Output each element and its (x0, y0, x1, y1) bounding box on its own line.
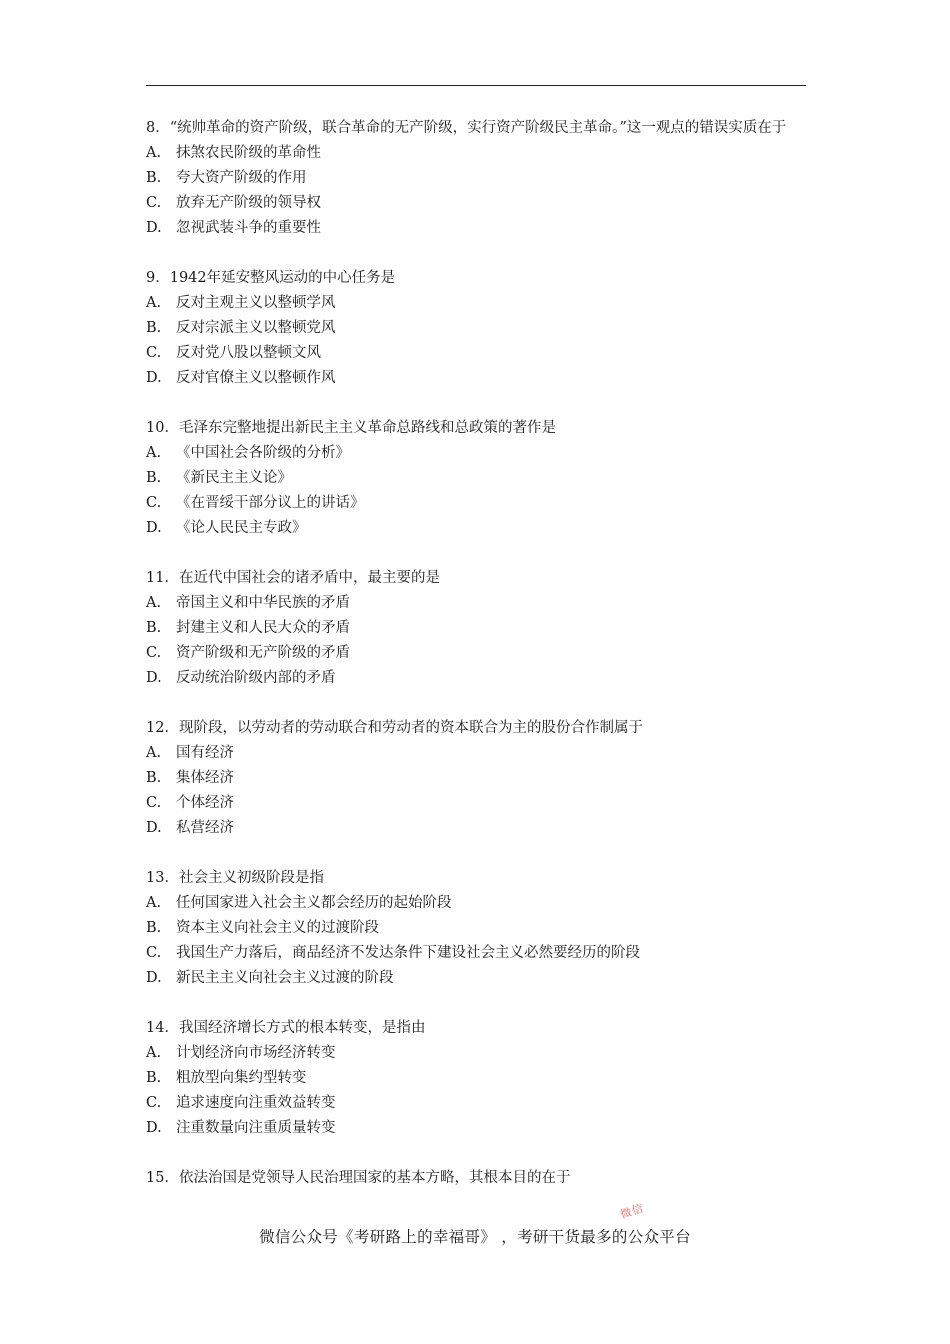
option-row (146, 1041, 810, 1066)
option-letter: B. (146, 620, 162, 636)
option-text: 忽视武装斗争的重要性 (176, 220, 321, 236)
option-text: 个体经济 (176, 795, 234, 811)
header-rule (146, 85, 806, 86)
question-block (146, 416, 810, 541)
option-text: 《论人民民主专政》 (176, 520, 307, 536)
option-letter: C. (146, 645, 162, 661)
option-letter: B. (146, 320, 162, 336)
option-text: 反对官僚主义以整顿作风 (176, 370, 336, 386)
question-block (146, 716, 810, 841)
option-letter: D. (146, 220, 162, 236)
option-text: 注重数量向注重质量转变 (176, 1120, 336, 1136)
option-row (146, 491, 810, 516)
question-block (146, 1016, 810, 1141)
option-letter: C. (146, 795, 162, 811)
option-text: 反对主观主义以整顿学风 (176, 295, 336, 311)
question-stem: 14．我国经济增长方式的根本转变，是指由 (146, 1020, 426, 1036)
option-text: 帝国主义和中华民族的矛盾 (176, 595, 350, 611)
option-row (146, 366, 810, 391)
option-row (146, 341, 810, 366)
option-row (146, 166, 810, 191)
question-stem: 10．毛泽东完整地提出新民主主义革命总路线和总政策的著作是 (146, 420, 556, 436)
option-row (146, 941, 810, 966)
option-row (146, 316, 810, 341)
question-stem: 11．在近代中国社会的诸矛盾中，最主要的是 (146, 570, 440, 586)
option-letter: C. (146, 195, 162, 211)
option-letter: A. (146, 145, 162, 161)
option-letter: A. (146, 745, 162, 761)
option-letter: A. (146, 895, 162, 911)
option-row (146, 591, 810, 616)
question-block (146, 566, 810, 691)
option-letter: C. (146, 945, 162, 961)
option-text: 放弃无产阶级的领导权 (176, 195, 321, 211)
option-text: 反动统治阶级内部的矛盾 (176, 670, 336, 686)
option-text: 夸大资产阶级的作用 (176, 170, 307, 186)
option-letter: B. (146, 1070, 162, 1086)
option-letter: D. (146, 520, 162, 536)
option-row (146, 466, 810, 491)
option-row (146, 191, 810, 216)
option-text: 我国生产力落后，商品经济不发达条件下建设社会主义必然要经历的阶段 (176, 945, 640, 961)
option-text: 任何国家进入社会主义都会经历的起始阶段 (176, 895, 452, 911)
question-list (146, 116, 810, 1216)
option-row (146, 816, 810, 841)
question-block (146, 1166, 810, 1191)
option-text: 计划经济向市场经济转变 (176, 1045, 336, 1061)
question-block (146, 266, 810, 391)
option-letter: C. (146, 1095, 162, 1111)
option-text: 《新民主主义论》 (176, 470, 292, 486)
option-row (146, 766, 810, 791)
question-stem: 15．依法治国是党领导人民治理国家的基本方略，其根本目的在于 (146, 1170, 571, 1186)
option-text: 《在晋绥干部分议上的讲话》 (176, 495, 365, 511)
option-letter: B. (146, 470, 162, 486)
option-letter: C. (146, 345, 162, 361)
option-row (146, 741, 810, 766)
option-text: 《中国社会各阶级的分析》 (176, 445, 350, 461)
option-text: 抹煞农民阶级的革命性 (176, 145, 321, 161)
option-letter: C. (146, 495, 162, 511)
option-row (146, 616, 810, 641)
option-row (146, 666, 810, 691)
option-letter: A. (146, 1045, 162, 1061)
option-text: 追求速度向注重效益转变 (176, 1095, 336, 1111)
question-stem: 12．现阶段，以劳动者的劳动联合和劳动者的资本联合为主的股份合作制属于 (146, 720, 643, 736)
question-stem: 8．“统帅革命的资产阶级，联合革命的无产阶级，实行资产阶级民主革命。”这一观点的错误实质在于 (146, 120, 787, 136)
option-row (146, 966, 810, 991)
option-letter: A. (146, 445, 162, 461)
question-stem: 9．1942年延安整风运动的中心任务是 (146, 270, 396, 286)
option-letter: A. (146, 595, 162, 611)
footer-text: 微信公众号《考研路上的幸福哥》 ，考研干货最多的公众平台 (259, 1228, 691, 1246)
option-text: 资本主义向社会主义的过渡阶段 (176, 920, 379, 936)
option-text: 资产阶级和无产阶级的矛盾 (176, 645, 350, 661)
option-row (146, 141, 810, 166)
option-text: 反对党八股以整顿文风 (176, 345, 321, 361)
option-text: 新民主主义向社会主义过渡的阶段 (176, 970, 394, 986)
option-letter: A. (146, 295, 162, 311)
question-block (146, 116, 810, 241)
question-block (146, 866, 810, 991)
option-letter: B. (146, 920, 162, 936)
option-row (146, 516, 810, 541)
watermark-stamp: 微信 (618, 1201, 646, 1222)
option-letter: B. (146, 770, 162, 786)
question-stem: 13．社会主义初级阶段是指 (146, 870, 324, 886)
option-row (146, 791, 810, 816)
option-row (146, 916, 810, 941)
option-letter: D. (146, 970, 162, 986)
option-row (146, 1091, 810, 1116)
option-text: 国有经济 (176, 745, 234, 761)
option-letter: B. (146, 170, 162, 186)
option-row (146, 216, 810, 241)
option-text: 封建主义和人民大众的矛盾 (176, 620, 350, 636)
option-row (146, 291, 810, 316)
option-row (146, 441, 810, 466)
option-letter: D. (146, 820, 162, 836)
option-row (146, 641, 810, 666)
option-text: 集体经济 (176, 770, 234, 786)
option-text: 粗放型向集约型转变 (176, 1070, 307, 1086)
option-row (146, 891, 810, 916)
option-row (146, 1066, 810, 1091)
option-letter: D. (146, 370, 162, 386)
option-text: 反对宗派主义以整顿党风 (176, 320, 336, 336)
option-letter: D. (146, 670, 162, 686)
option-letter: D. (146, 1120, 162, 1136)
option-row (146, 1116, 810, 1141)
option-text: 私营经济 (176, 820, 234, 836)
